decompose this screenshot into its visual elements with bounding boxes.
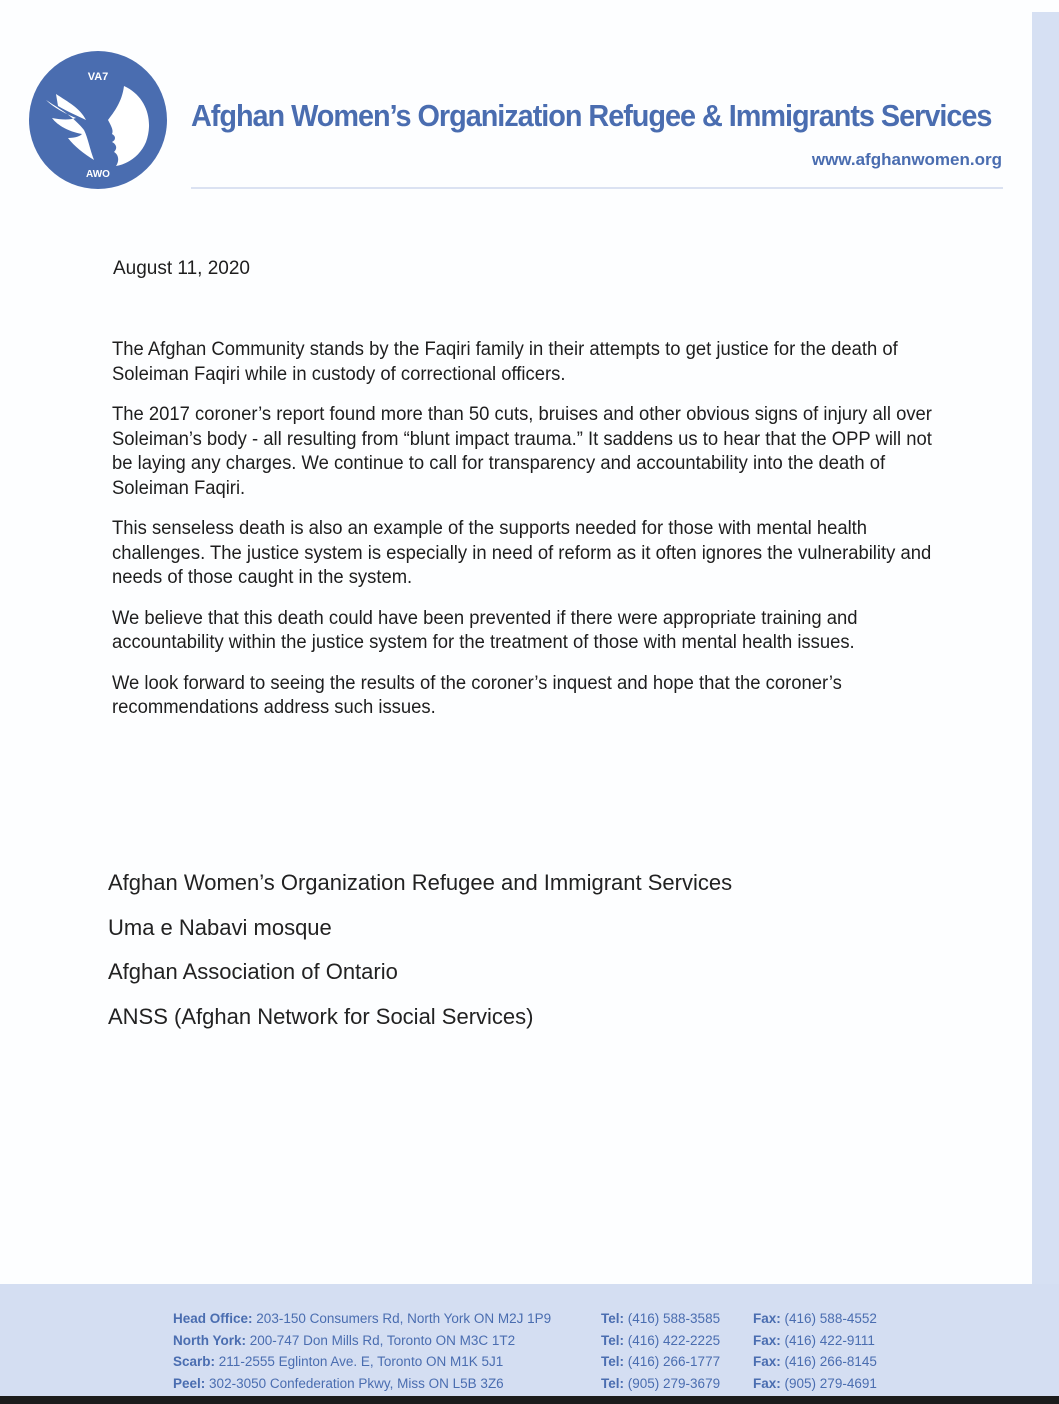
tel-number: (905) 279-3679 [627,1375,721,1391]
office-label: North York: [173,1332,247,1348]
paragraph: This senseless death is also an example of the supports needed for those with mental health challenges. The justice system is especially in need of reform as it often ignores the vulnerability and needs of those caught in the system. [112,518,932,588]
signatory: Uma e Nabavi mosque [108,914,332,940]
fax-label: Fax: [753,1332,781,1348]
header-divider [191,187,1003,189]
signatory: Afghan Women’s Organization Refugee and Immigrant Services [108,870,733,895]
page-edge-strip [1032,12,1059,1284]
office-row-head [173,1308,903,1330]
tel-number: (416) 266-1777 [627,1354,721,1369]
awo-logo-icon [28,50,168,190]
tel-number: (416) 422-2225 [627,1332,721,1348]
office-address: 200-747 Don Mills Rd, Toronto ON M3C 1T2 [249,1332,516,1348]
paragraph: We believe that this death could have been prevented if there were appropriate training and accountability within the justice system for the treatment of those with mental health issues. [112,607,858,653]
office-label: Head Office: [173,1311,253,1326]
office-label: Peel: [173,1375,206,1391]
tel-label: Tel: [601,1354,624,1369]
svg-text:VA7: VA7 [87,71,109,83]
tel-number: (416) 588-3585 [627,1311,721,1326]
office-row-peel [173,1373,903,1395]
signatories-list [108,861,732,1039]
footer-contacts [173,1308,903,1394]
signatory: Afghan Association of Ontario [108,959,398,984]
signatory: ANSS (Afghan Network for Social Services) [108,1003,534,1029]
tel-label: Tel: [601,1332,624,1348]
fax-label: Fax: [753,1375,781,1391]
letter-date: August 11, 2020 [113,258,250,279]
office-row-north-york [173,1330,903,1352]
paragraph: The Afghan Community stands by the Faqiri family in their attempts to get justice for the death of Soleiman Faqiri while in custody of correctional officers. [112,339,898,385]
office-label: Scarb: [173,1354,216,1369]
office-row-scarb [173,1351,903,1373]
fax-number: (416) 588-4552 [784,1311,877,1326]
office-address: 302-3050 Confederation Pkwy, Miss ON L5B 3Z6 [209,1375,504,1391]
fax-number: (905) 279-4691 [784,1375,877,1391]
website-link[interactable]: www.afghanwomen.org [811,150,1002,169]
tel-label: Tel: [601,1375,624,1391]
fax-label: Fax: [753,1311,781,1326]
office-address: 203-150 Consumers Rd, North York ON M2J 1P9 [256,1311,552,1326]
organization-title: Afghan Women’s Organization Refugee & Immigrants Services [191,98,992,133]
svg-text:AWO: AWO [86,169,110,180]
tel-label: Tel: [601,1311,624,1326]
paragraph: We look forward to seeing the results of the coroner’s inquest and hope that the coroner’s recommendations address such issues. [112,672,842,718]
letter-body [112,338,937,737]
fax-number: (416) 266-8145 [784,1354,877,1369]
bottom-bar [0,1396,1059,1404]
office-address: 211-2555 Eglinton Ave. E, Toronto ON M1K 5J1 [218,1354,504,1369]
fax-number: (416) 422-9111 [784,1332,875,1348]
fax-label: Fax: [753,1354,781,1369]
paragraph: The 2017 coroner’s report found more than 50 cuts, bruises and other obvious signs of injury all over Soleiman’s body - all resulting from “blunt impact trauma.” It saddens us to hear that the OPP will not be laying any charges. We continue to call for transparency and accountability into the death of Soleiman Faqiri. [112,404,932,499]
